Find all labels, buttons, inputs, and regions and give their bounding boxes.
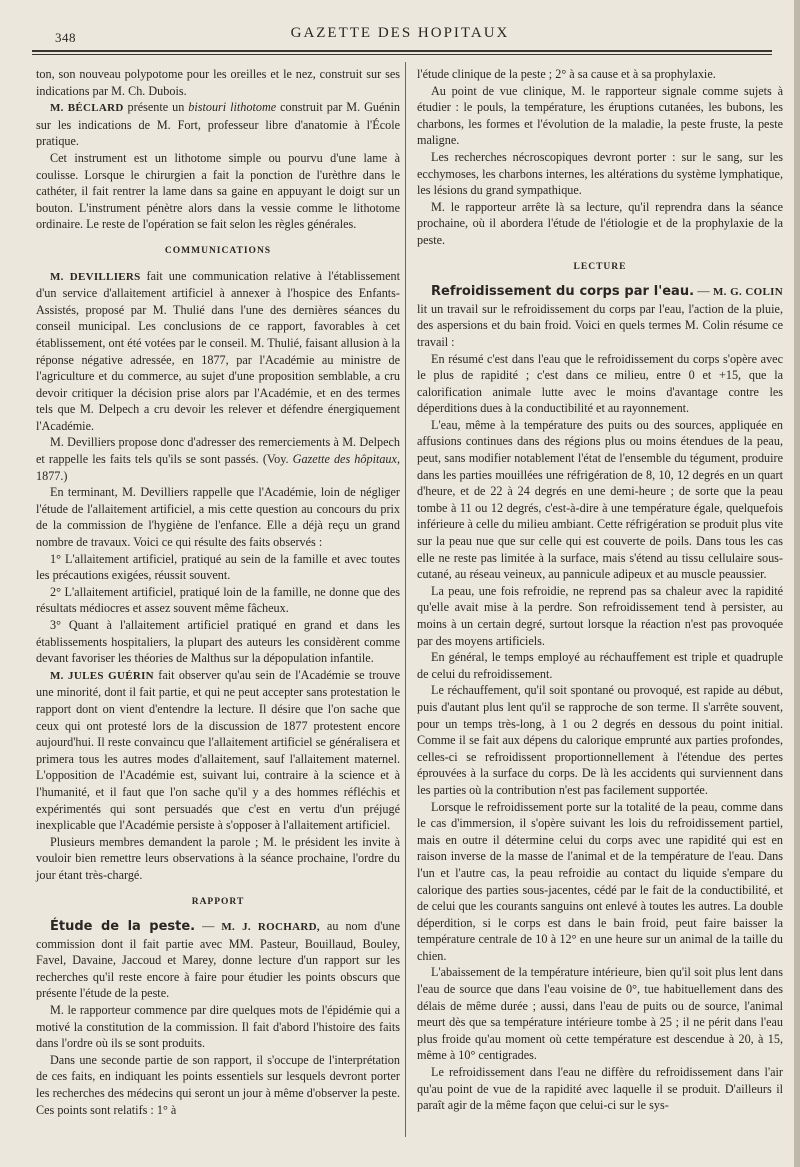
text-run: —	[195, 919, 222, 934]
paragraph: La peau, une fois refroidie, ne reprend pas sa chaleur avec la rapidité qu'elle avait mise à la perdre. Son refroidissement tend à persister, au moins à un certain degré, surtout lorsque la réaction n'est pas provoquée par des moyens artificiels.	[417, 583, 783, 648]
paragraph: l'étude clinique de la peste ; 2° à sa cause et à sa prophylaxie.	[417, 67, 716, 81]
journal-title: GAZETTE DES HOPITAUX	[290, 25, 510, 41]
paragraph: 2° L'allaitement artificiel, pratiqué loin de la famille, ne donne que des résultats médiocres et assez souvent même fâcheux.	[36, 584, 400, 616]
paragraph: Le refroidissement dans l'eau ne diffère du refroidissement dans l'air qu'au point de vue de la rapidité avec laquelle il se produit. D'ailleurs il paraît agir de la même façon que celui-ci sur le sys-	[417, 1065, 783, 1113]
paragraph	[36, 434, 400, 484]
paragraph: Le réchauffement, qu'il soit spontané ou provoqué, est rapide au début, puis d'autant plus lent qu'il se rapproche de son terme. Il s'arrête souvent, pour un temps très-long, à 1 ou 2 degrés en dessous du point initial. Comme il se fait aux dépens du calorique emprunté aux parties profondes, celles-ci se refroidissent proportionnellement à l'étendue des pertes éprouvées à la surface du corps. De là les accidents qui surviennent dans les parties où la contribution n'est pas facilement supportée.	[417, 683, 783, 797]
text-run: fait observer qu'au sein de l'Académie se trouve une minorité, dont il fait partie, et qui ne peut accepter sans protestation le rapport dont on vient d'entendre la lecture. Il désire que l'on sache que ceux qui ont protesté lors de la discussion de 1877 protestent encore aujourd'hui. Il reste convaincu que l'allaitement artificiel se généralisera et primera tous les autres modes d'allaitement, sauf l'allaitement maternel. L'opposition de l'Académie est, suivant lui, contraire à la science et à l'humanité, et il faut que l'on sache qu'il y a des hommes réfléchis et expérimentés qui sont persuadés que c'est en vertu d'un préjugé inexplicable que l'Académie persiste à s'opposer à l'allaitement artificiel.	[36, 667, 401, 833]
text-run: construit par M. Guénin sur les indications de M. Fort, professeur libre d'anatomie à l'École pratique.	[36, 100, 400, 149]
page-number: 348	[55, 30, 76, 45]
italic-citation: Gazette des hôpitaux,	[292, 452, 400, 467]
speaker-name: M. J. ROCHARD,	[221, 921, 320, 934]
paragraph: Les recherches nécroscopiques devront porter : sur le sang, sur les ecchymoses, les charbons internes, les altérations du système lymphatique, les lésions du grand sympathique.	[417, 149, 783, 198]
text-run: M. Devilliers propose donc d'adresser des remerciements à M. Delpech et rappelle les faits tels qu'ils se sont passés. (Voy.	[36, 435, 400, 467]
speaker-name: M. JULES GUÉRIN	[50, 669, 154, 682]
paragraph: Lorsque le refroidissement porte sur la totalité de la peau, comme dans le cas d'immersion, il s'opère suivant les lois du refroidissement partiel, mais en outre il détermine celui du corps avec une rapidité qui est en raison inverse de la masse de l'animal et de la température de l'eau. Dans l'un et l'autre cas, la peau refroidie au contact du liquide s'empare du calorique des parties sous-jacentes, cédé par le fait de la conductibilité, et de celui que les courants sanguins ont enlevé à toutes les autres. La double déperdition, si le corps est dans le bain froid, peut faire baisser la température centrale de 10 à 12° en une heure sur un animal de la taille du chien.	[417, 799, 783, 963]
text-run: fait une communication relative à l'établissement d'un service d'allaitement artificiel à annexer à l'hospice des Enfants-Assistés, proposé par M. Thulié dans l'une des dernières séances du conseil municipal. Les conclusions de ce rapport, favorables à cet établissement, ont été votées par le conseil. M. Thulié, faisant allusion à la réponse négative adressée, en 1877, par l'Académie au ministre de l'agriculture et du commerce, au sujet d'une proposition semblable, a cru devoir critiquer la décision prise alors par l'Académie, et en des termes tels que M. Delpech a cru devoir les relever et défendre énergiquement l'Académie.	[36, 268, 400, 433]
article-lead: Étude de la peste.	[50, 919, 196, 935]
paragraph: M. le rapporteur commence par dire quelques mots de l'épidémie qui a motivé la constitution de la commission. Il fait d'abord l'histoire des faits dans l'ordre où ils se sont produits.	[36, 1003, 400, 1051]
paragraph	[417, 283, 783, 350]
paragraph: Au point de vue clinique, M. le rapporteur signale comme sujets à étudier : le pouls, la température, les éruptions cutanées, les bubons, les charbons, les formes et l'évolution de la maladie, la peste fruste, la peste maligne.	[417, 83, 783, 148]
paragraph: L'eau, même à la température des puits ou des sources, appliquée en affusions continues dans des régions plus ou moins étendues de la peau, peut, sans modifier notablement l'état de l'ensemble du tégument, produire dans les parties mouillées une réfrigération de 8, 10, 12 degrés en un quart d'heure, et de 22 à 24 degrés en une demi-heure ; de sorte que la peau tombe à 11 ou 12 degrés, c'est-à-dire à une température égale, quelquefois inférieure à celle du milieu ambiant. Cette réfrigération se produit plus vite sur la peau nue que sur celle qui est couverte de poils. Dans tous les cas elle ne reste pas limitée à la surface, mais s'étend au tissu cellulaire sous-cutané, au réseau veineux, au pannicule adipeux et au muscle peaussier.	[417, 417, 783, 582]
paragraph: Plusieurs membres demandent la parole ; M. le président les invite à vouloir bien remettre leurs observations à la séance prochaine, l'ordre du jour étant très-chargé.	[36, 834, 400, 882]
paragraph: Cet instrument est un lithotome simple ou pourvu d'une lame à coulisse. Lorsque le chirurgien a fait la ponction de l'urèthre dans le cathéter, il fait rentrer la lame dans sa gaine en appuyant le doigt sur un bouton. L'instrument pénètre alors dans la vessie comme le lithotome ordinaire. Le reste de l'opération se fait selon les règles générales.	[36, 150, 400, 232]
paragraph: 3° Quant à l'allaitement artificiel pratiqué en grand et dans les établissements hospitaliers, la plupart des auteurs les considèrent comme devant favoriser les théories de Malthus sur la dépopulation infantile.	[36, 618, 400, 666]
speaker-name: M. DEVILLIERS	[50, 270, 141, 283]
paragraph: En terminant, M. Devilliers rappelle que l'Académie, loin de négliger l'étude de l'allaitement artificiel, a mis cette question au concours du prix de la commission de l'hygiène de l'enfance. Elle a déjà reçu un grand nombre de travaux. Voici ce qui résulte des faits observés :	[36, 485, 400, 550]
text-run: —	[694, 284, 713, 299]
paragraph	[36, 99, 400, 150]
section-heading-communications: COMMUNICATIONS	[164, 245, 272, 256]
speaker-name: M. G. COLIN	[713, 286, 783, 299]
paragraph: En général, le temps employé au réchauffement est triple et quadruple de celui du refroidissement.	[417, 650, 783, 681]
paragraph: 1° L'allaitement artificiel, pratiqué au sein de la famille et avec toutes les précautions exigées, réussit souvent.	[36, 551, 400, 583]
paragraph: L'abaissement de la température intérieure, bien qu'il soit plus lent dans l'eau de source que dans l'eau voisine de 0°, tue habituellement dans des délais de même durée ; aussi, dans l'eau de puits ou de source, l'animal meurt dès que sa température intérieure tombe à 25 ; il ne périt dans l'eau plus froide qu'au moment où cette température est descendue à 20, à 15, même à 10° centigrades.	[417, 965, 783, 1063]
section-heading-lecture: LECTURE	[573, 261, 627, 272]
paragraph: M. le rapporteur arrête là sa lecture, qu'il reprendra dans la séance prochaine, où il abordera l'étude de l'étiologie et de la prophylaxie de la peste.	[417, 199, 783, 247]
speaker-name: M. BÉCLARD	[50, 102, 124, 115]
paragraph	[36, 918, 400, 1002]
header-rule-thin	[32, 54, 772, 55]
text-run: présente un	[123, 100, 189, 115]
paragraph: Dans une seconde partie de son rapport, il s'occupe de l'interprétation de ces faits, en indiquant les points essentiels sur lesquels devront porter les recherches des médecins qui seront un jour à même d'observer la peste. Ces points sont relatifs : 1° à	[36, 1052, 400, 1117]
section-heading-rapport: RAPPORT	[191, 896, 245, 907]
text-run: au nom d'une commission dont il fait partie avec MM. Pasteur, Bouillaud, Bouley, Favel, Davaine, Jaccoud et Marey, donne lecture d'un rapport sur les recherches qu'il reste encore à faire pour étudier les points obscurs que présente l'étude de la peste.	[36, 919, 401, 1001]
column-divider	[405, 62, 406, 1137]
page-edge-shadow	[794, 0, 800, 1167]
paragraph: En résumé c'est dans l'eau que le refroidissement du corps s'opère avec le plus de rapidité ; c'est dans ce milieu, entre 0 et +15, que la calorification animale lutte avec le moins d'avantage contre les déperditions dues à la conductibilité et au rayonnement.	[417, 351, 783, 416]
right-column	[417, 66, 783, 1114]
paragraph: ton, son nouveau polypotome pour les oreilles et le nez, construit sur ses indications par M. Ch. Dubois.	[36, 67, 400, 98]
header-rule-thick	[32, 50, 772, 52]
left-column	[36, 66, 400, 1118]
paragraph	[36, 268, 400, 435]
paragraph	[36, 667, 400, 834]
italic-term: bistouri lithotome	[188, 100, 277, 115]
article-lead: Refroidissement du corps par l'eau.	[431, 284, 695, 300]
text-run: 1877.)	[36, 468, 68, 483]
text-run: lit un travail sur le refroidissement du corps par l'eau, l'action de la pluie, des aspersions et du bain froid. Voici en quels termes M. Colin résume ce travail :	[417, 301, 783, 349]
